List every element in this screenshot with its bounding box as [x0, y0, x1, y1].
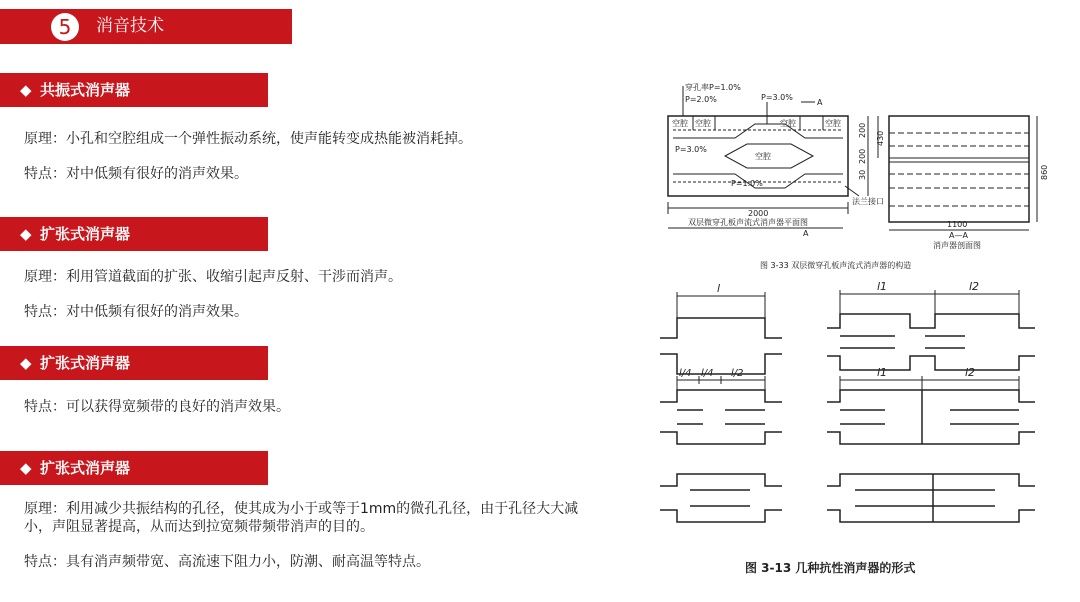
dim-height: 860 — [1040, 164, 1049, 180]
dim-l: l — [717, 282, 721, 295]
dim-c: 30 — [858, 169, 867, 180]
reactive-muffler-forms-figure — [655, 280, 1055, 580]
section-2-line-1: 原理：利用管道截面的扩张、收缩引起声反射、干涉而消声。 — [24, 269, 402, 285]
section-3-line-1: 特点：可以获得宽频带的良好的消声效果。 — [24, 399, 290, 415]
section-mark-top: A — [817, 98, 823, 107]
dim-l2-second: l2 — [965, 366, 976, 379]
flange-label: 法兰接口 — [852, 197, 884, 206]
cavity-label: 空腔 — [672, 119, 688, 128]
dim-total: 430 — [876, 130, 885, 146]
figure-top-caption: 图 3-33 双层微穿孔板声流式消声器的构造 — [760, 261, 912, 270]
section-title: 共振式消声器 — [40, 81, 131, 99]
diamond-bullet-icon: ◆ — [20, 459, 32, 477]
section-1-line-2: 特点：对中低频有很好的消声效果。 — [24, 166, 248, 182]
section-4-line-1: 原理：利用减少共振结构的孔径，使其成为小于或等于1mm的微孔孔径，由于孔径大大减小，声阻显著提高，从而达到拉宽频带频带消声的目的。 — [24, 501, 579, 535]
dim-l2: l2 — [969, 280, 980, 293]
form-partitioned-chamber — [827, 376, 1035, 444]
form-double-chamber — [827, 290, 1035, 370]
dim-l1: l1 — [877, 280, 888, 293]
dim-length: 2000 — [748, 209, 769, 218]
section-4-line-2: 特点：具有消声频带宽、高流速下阻力小，防潮、耐高温等特点。 — [24, 554, 430, 570]
cavity-label: 空腔 — [755, 152, 771, 161]
section-title: 扩张式消声器 — [40, 354, 131, 372]
diamond-bullet-icon: ◆ — [20, 225, 32, 243]
form-single-expansion — [660, 292, 782, 374]
section-title: 扩张式消声器 — [40, 225, 131, 243]
section-header-3 — [0, 346, 268, 380]
perf-main-label: 穿孔率P=1.0% — [685, 83, 741, 92]
form-double-long-pipe — [827, 474, 1035, 522]
dim-l4-a: l/4 — [679, 368, 692, 379]
page-title: 消音技术 — [96, 16, 164, 36]
perf-top-label: P=3.0% — [761, 93, 793, 102]
diamond-bullet-icon: ◆ — [20, 354, 32, 372]
perf-left-label: P=3.0% — [675, 145, 707, 154]
section-title: 扩张式消声器 — [40, 459, 131, 477]
dim-b: 200 — [858, 148, 867, 164]
cavity-label: 空腔 — [825, 119, 841, 128]
form-long-inner-pipe — [660, 474, 782, 522]
aa-label: A—A — [949, 231, 968, 240]
section-2-line-2: 特点：对中低频有很好的消声效果。 — [24, 304, 248, 320]
cavity-label: 空腔 — [695, 119, 711, 128]
title-bar — [0, 9, 292, 44]
plan-label: 双层微穿孔板声流式消声器平面图 — [688, 218, 808, 227]
section-number-badge: 5 — [51, 13, 79, 41]
flange-leader — [845, 186, 859, 196]
dim-a: 200 — [858, 122, 867, 138]
dim-l4-b: l/4 — [701, 368, 714, 379]
section-view-label: 消声器剖面图 — [933, 241, 981, 250]
cavity-label: 空腔 — [780, 119, 796, 128]
dim-l-half: l/2 — [731, 368, 744, 379]
muffler-construction-figure — [655, 78, 1055, 273]
section-mark-bottom: A — [803, 229, 809, 238]
section-1-line-1: 原理：小孔和空腔组成一个弹性振动系统，使声能转变成热能被消耗掉。 — [24, 131, 472, 147]
diamond-bullet-icon: ◆ — [20, 81, 32, 99]
perf-bottom-label: P=1.0% — [731, 179, 763, 188]
figure-bottom-caption: 图 3-13 几种抗性消声器的形式 — [745, 561, 916, 575]
section-header-4 — [0, 451, 268, 485]
section-header-1 — [0, 73, 268, 107]
section-header-2 — [0, 217, 268, 251]
dim-l1-second: l1 — [877, 366, 888, 379]
form-quarter-inserts — [660, 376, 782, 444]
perf-outer-label: P=2.0% — [685, 95, 717, 104]
dim-width: 1100 — [947, 220, 968, 229]
